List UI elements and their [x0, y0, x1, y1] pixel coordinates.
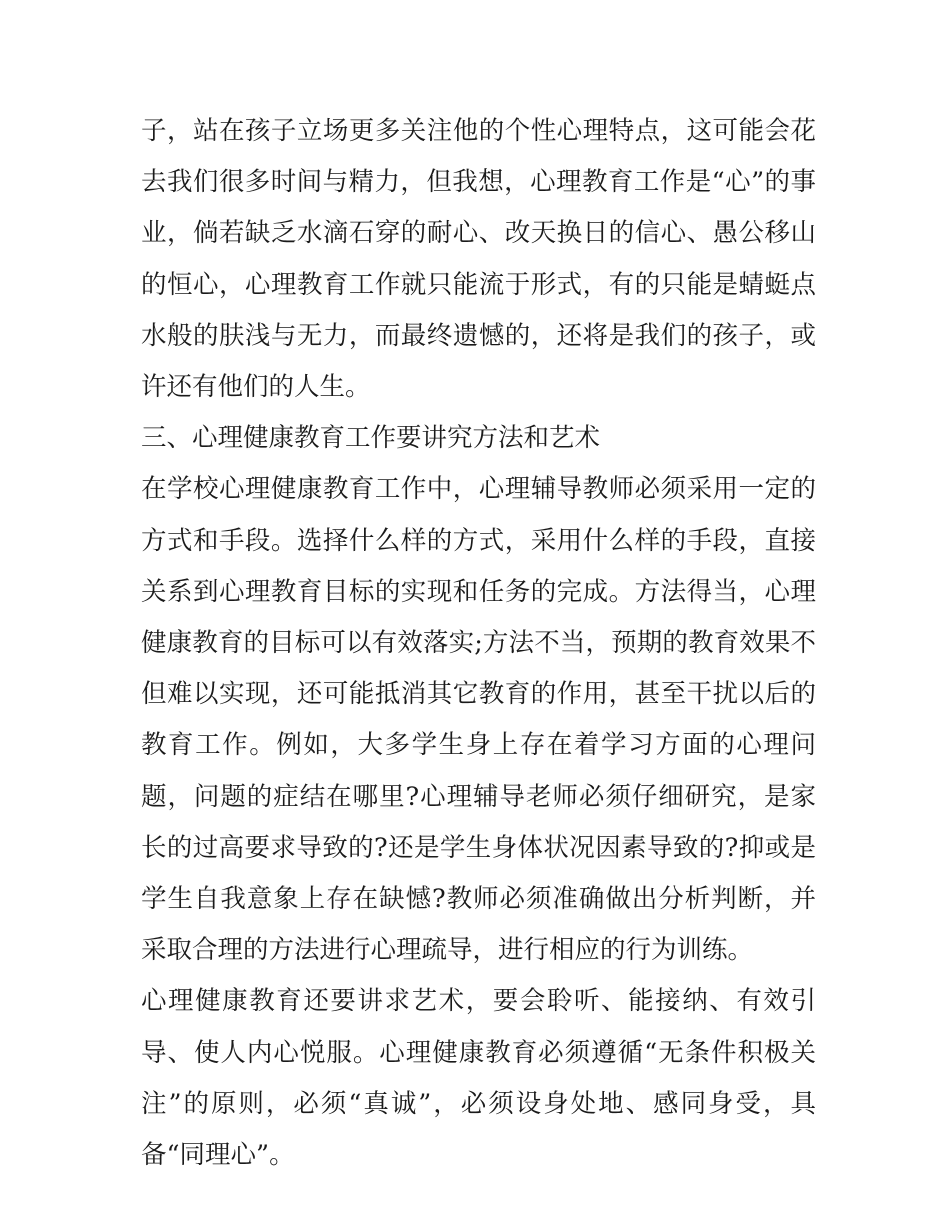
paragraph-art: 心理健康教育还要讲求艺术，要会聆听、能接纳、有效引导、使人内心悦服。心理健康教育必须遵循“无条件积极关注”的原则，必须“真诚”，必须设身处地、感同身受，具备“同理心”。 — [141, 986, 816, 1171]
document-body — [141, 106, 816, 1181]
paragraph-methods: 在学校心理健康教育工作中，心理辅导教师必须采用一定的方式和手段。选择什么样的方式，采用什么样的手段，直接关系到心理教育目标的实现和任务的完成。方法得当，心理健康教育的目标可以有效落实;方法不当，预期的教育效果不但难以实现，还可能抵消其它教育的作用，甚至干扰以后的教育工作。例如，大多学生身上存在着学习方面的心理问题，问题的症结在哪里?心理辅导老师必须仔细研究，是家长的过高要求导致的?还是学生身体状况因素导致的?抑或是学生自我意象上存在缺憾?教师必须准确做出分析判断，并采取合理的方法进行心理疏导，进行相应的行为训练。 — [141, 474, 816, 966]
section-heading: 三、心理健康教育工作要讲究方法和艺术 — [141, 423, 601, 454]
paragraph-continuation: 子，站在孩子立场更多关注他的个性心理特点，这可能会花去我们很多时间与精力，但我想，心理教育工作是“心”的事业，倘若缺乏水滴石穿的耐心、改天换日的信心、愚公移山的恒心，心理教育工作就只能流于形式，有的只能是蜻蜓点水般的肤浅与无力，而最终遗憾的，还将是我们的孩子，或许还有他们的人生。 — [141, 116, 816, 403]
